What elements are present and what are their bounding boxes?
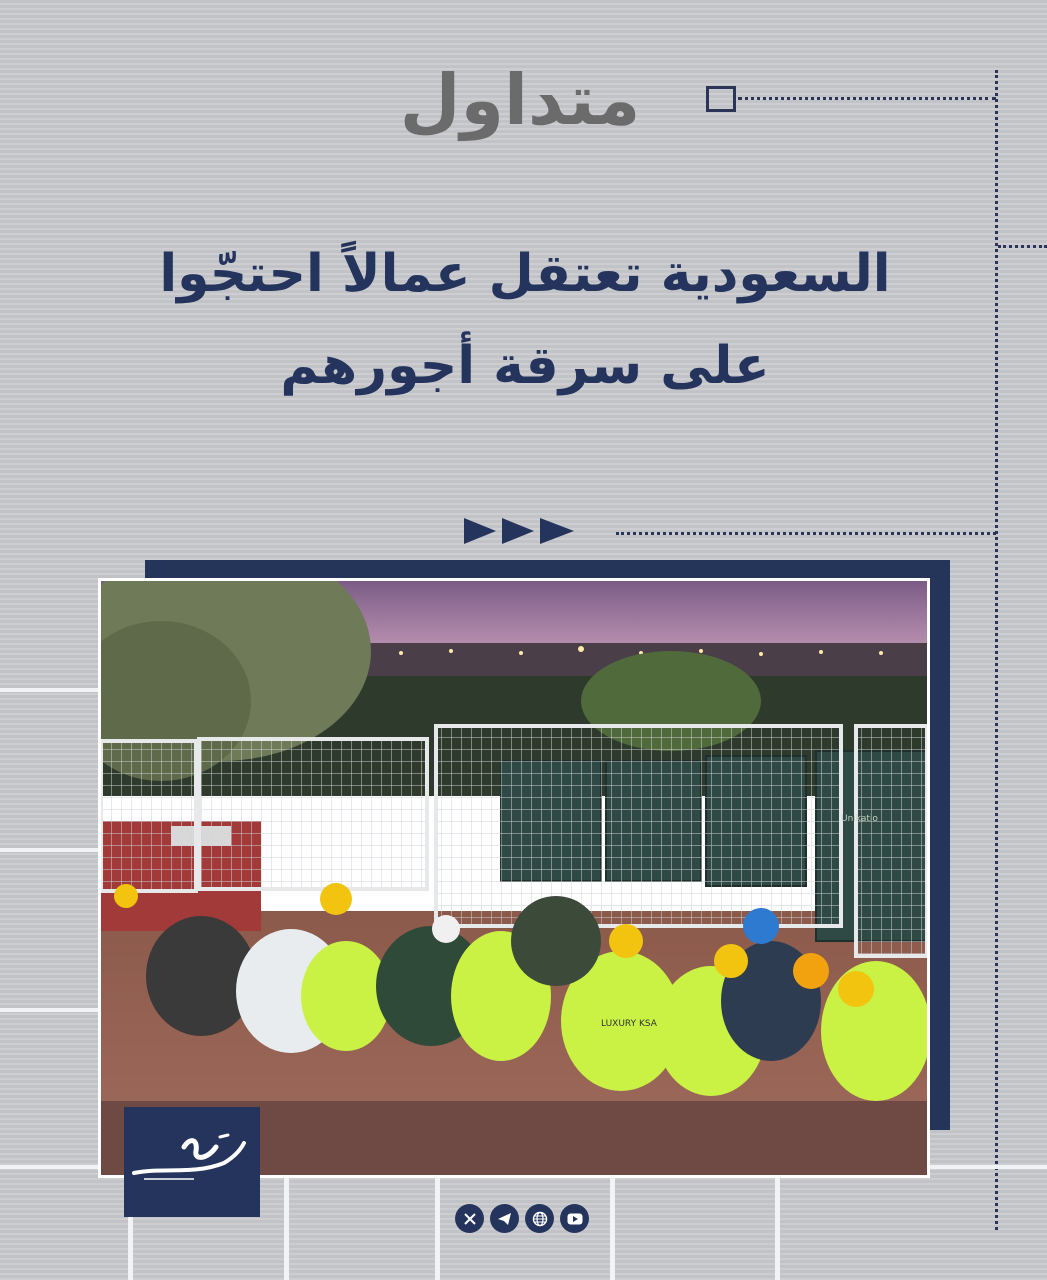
box-label: Unikatio xyxy=(841,814,878,824)
grid-line-left-3 xyxy=(0,1008,101,1012)
telegram-icon[interactable] xyxy=(490,1204,519,1233)
headline-line-2: على سرقة أجورهم xyxy=(280,336,770,396)
grid-bar-3 xyxy=(435,1165,440,1280)
frame-dotted-top xyxy=(738,97,996,100)
youtube-icon[interactable] xyxy=(560,1204,589,1233)
frame-dotted-middle xyxy=(616,532,996,535)
section-marker-box xyxy=(706,86,736,112)
frame-dotted-right xyxy=(995,70,998,1230)
workers-photo-illustration xyxy=(101,581,927,1175)
brand-logo xyxy=(124,1107,260,1217)
headline-line-1: السعودية تعتقل عمالاً احتجّوا xyxy=(159,244,891,304)
grid-line-left-1 xyxy=(0,688,101,692)
globe-icon[interactable] xyxy=(525,1204,554,1233)
x-icon[interactable] xyxy=(455,1204,484,1233)
grid-bar-5 xyxy=(775,1165,780,1280)
grid-line-left-2 xyxy=(0,848,101,852)
logo-calligraphy-icon xyxy=(124,1107,260,1217)
headline xyxy=(100,228,950,412)
news-photo xyxy=(101,581,927,1175)
arrows-icon xyxy=(462,514,578,548)
grid-bar-2 xyxy=(284,1165,289,1280)
vest-label: LUXURY KSA xyxy=(601,1019,657,1029)
social-icons xyxy=(455,1204,589,1233)
frame-dotted-right-tick xyxy=(998,245,1047,248)
section-label: متداول xyxy=(399,59,641,141)
grid-bar-4 xyxy=(610,1165,615,1280)
